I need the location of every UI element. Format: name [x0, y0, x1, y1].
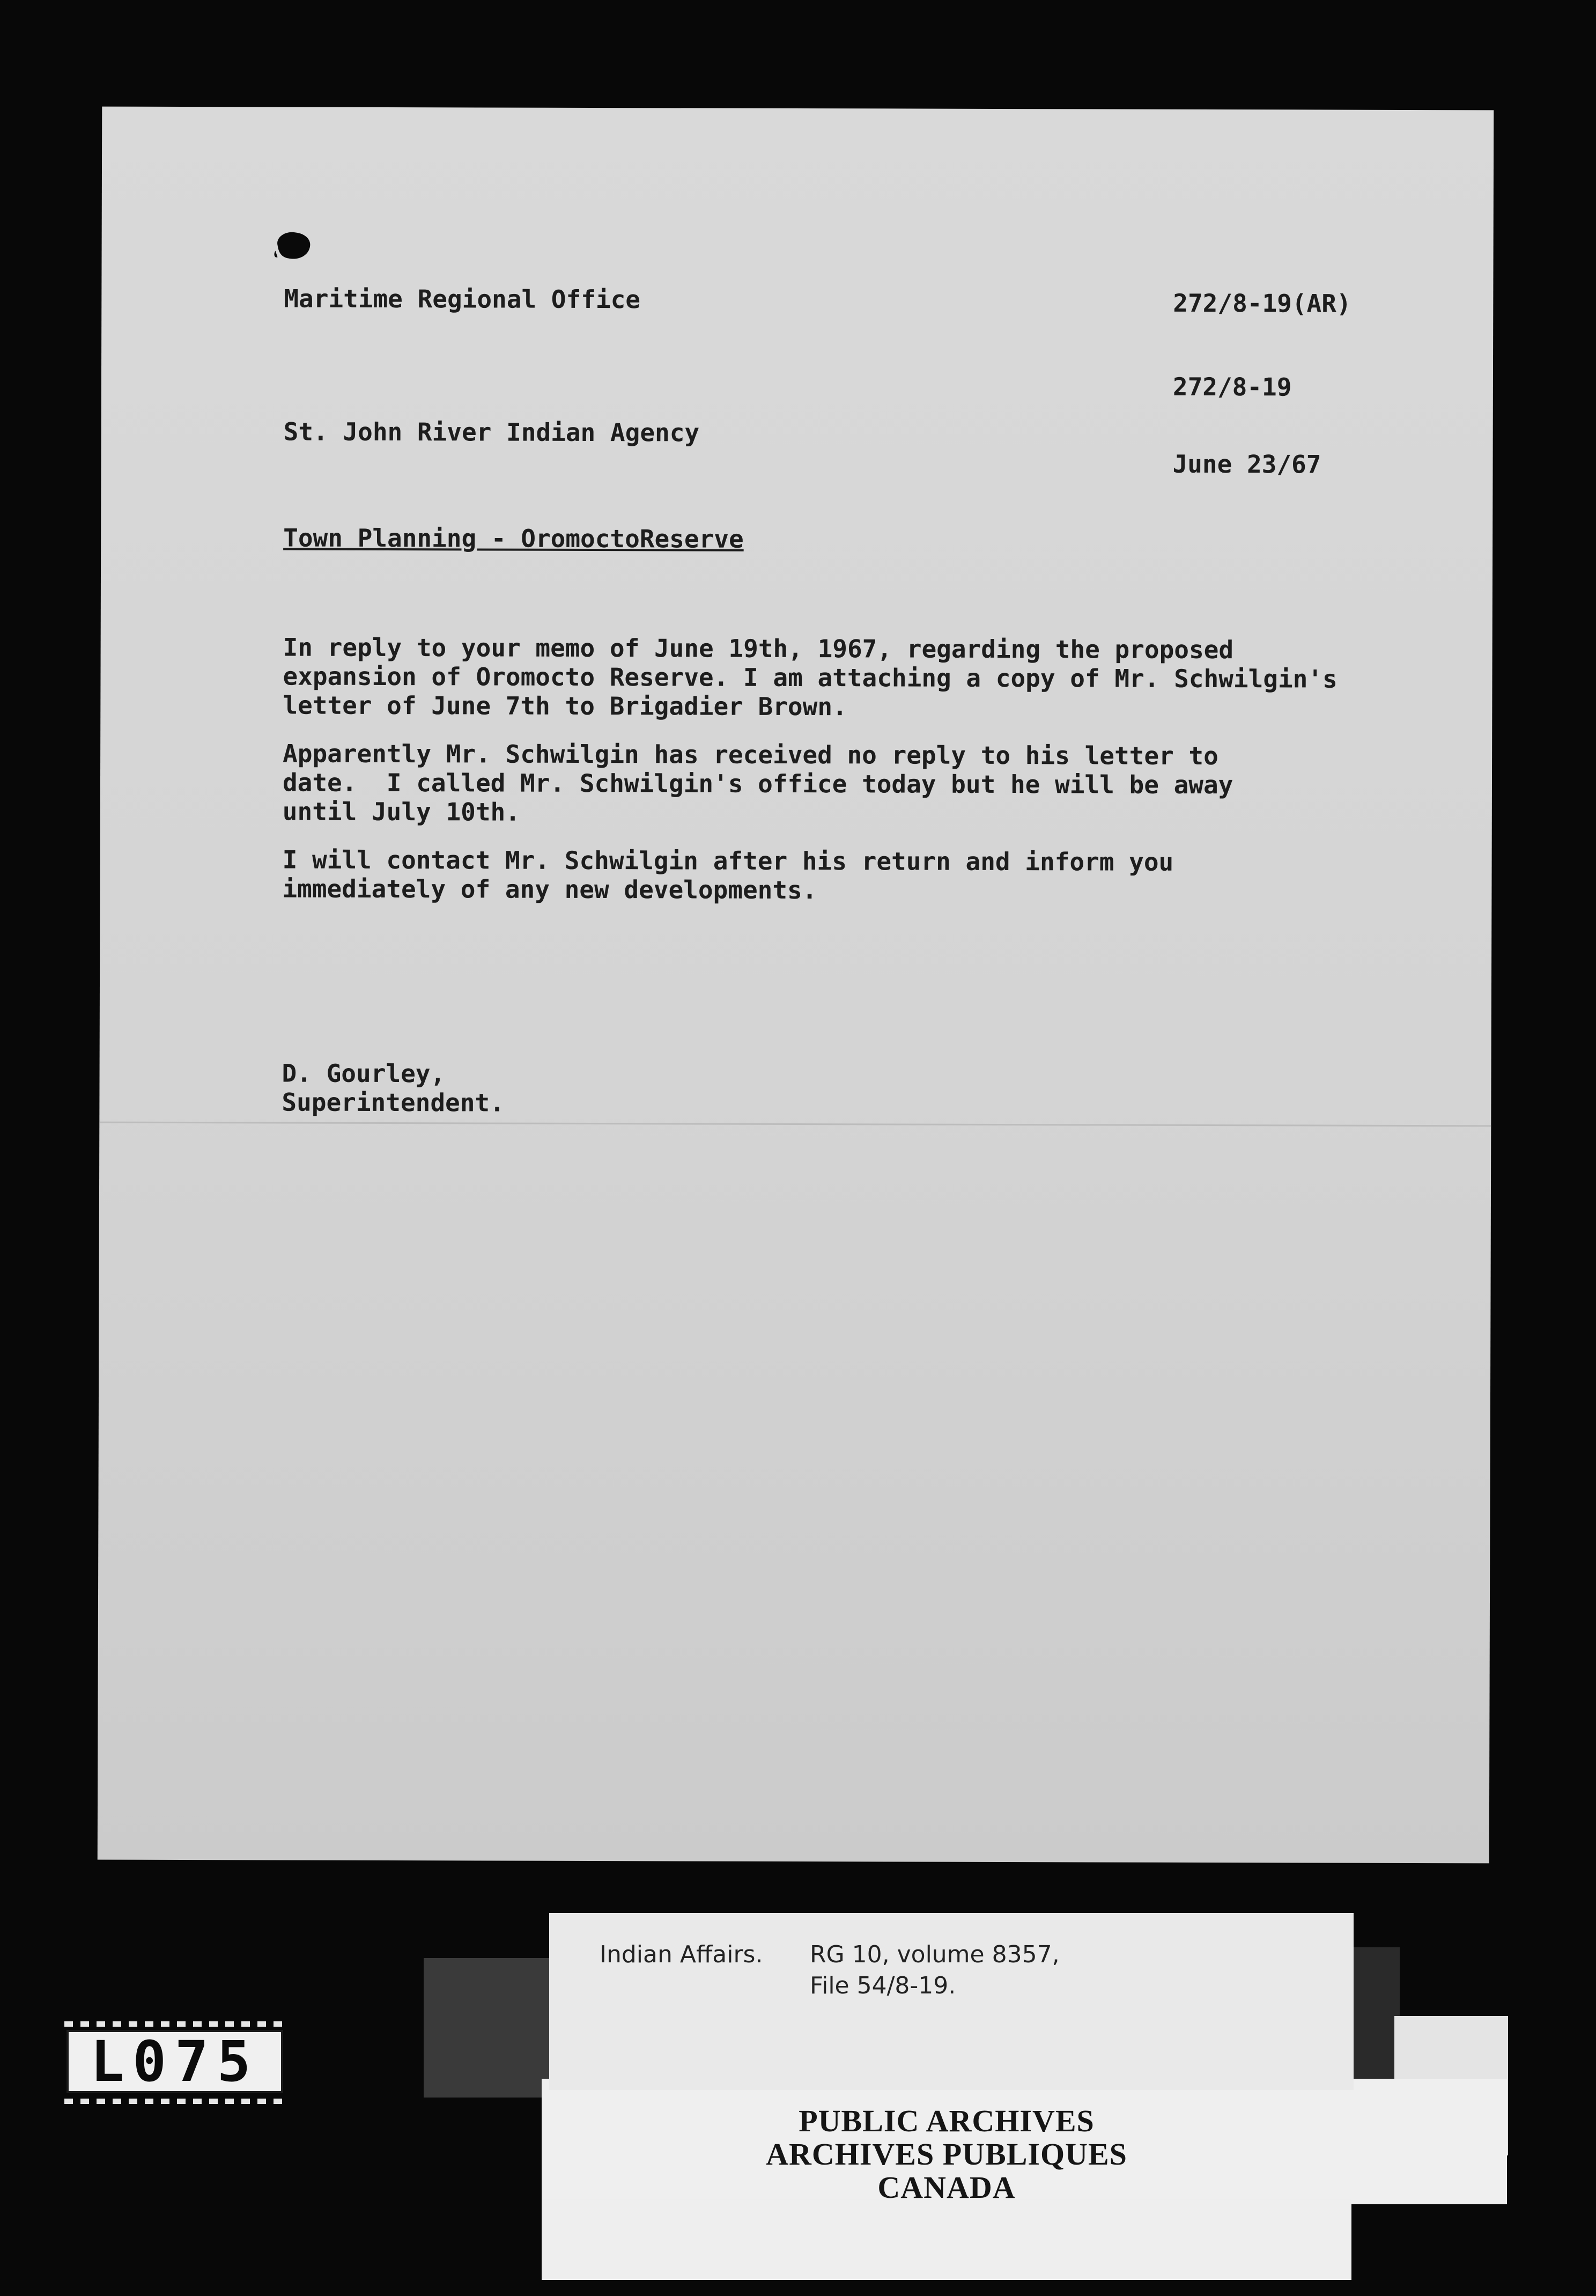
label-shadow-left	[424, 1958, 550, 2098]
typed-memo-page	[98, 107, 1494, 1864]
signature-name: D. Gourley,	[282, 1058, 446, 1088]
sender-agency: St. John River Indian Agency	[283, 417, 700, 447]
frame-counter-digits: L075	[90, 2029, 260, 2094]
collection-name: Indian Affairs.	[600, 1941, 763, 1968]
memo-subject: Town Planning - OromoctoReserve	[283, 523, 744, 554]
archive-stamp-card-lower	[542, 2199, 1351, 2280]
signature-title: Superintendent.	[282, 1087, 505, 1117]
archive-stamp-line-3: CANADA	[877, 2170, 1016, 2205]
paragraph-1-line-2: expansion of Oromocto Reserve. I am attaching a copy of Mr. Schwilgin's	[283, 661, 1338, 694]
label-shadow-right	[1351, 1947, 1400, 2098]
frame-counter	[60, 2021, 285, 2104]
memo-date: June 23/67	[1172, 449, 1321, 479]
file-reference-secondary: 272/8-19	[1172, 372, 1292, 402]
archive-stamp-line-2: ARCHIVES PUBLIQUES	[766, 2137, 1127, 2172]
film-sprocket-holes-top	[64, 2021, 284, 2027]
ink-blot-mark	[272, 229, 313, 262]
film-sprocket-holes-bottom	[64, 2099, 284, 2104]
frame-counter-window	[66, 2030, 283, 2093]
archive-reference-label	[549, 1913, 1354, 2090]
page-fold-line	[99, 1122, 1491, 1127]
archive-stamp-line-1: PUBLIC ARCHIVES	[799, 2103, 1095, 2138]
file-number: File 54/8-19.	[810, 1972, 956, 1999]
paragraph-1-line-1: In reply to your memo of June 19th, 1967, regarding the proposed	[283, 632, 1234, 665]
addressee-office: Maritime Regional Office	[284, 284, 641, 314]
record-group: RG 10, volume 8357,	[810, 1941, 1060, 1968]
paragraph-3-line-2: immediately of any new developments.	[282, 874, 817, 905]
paragraph-2-line-3: until July 10th.	[282, 797, 521, 827]
paragraph-1-line-3: letter of June 7th to Brigadier Brown.	[283, 690, 847, 722]
paragraph-2-line-1: Apparently Mr. Schwilgin has received no reply to his letter to	[283, 739, 1218, 771]
paragraph-3-line-1: I will contact Mr. Schwilgin after his return and inform you	[282, 845, 1174, 877]
file-reference-primary: 272/8-19(AR)	[1173, 288, 1351, 318]
paragraph-2-line-2: date. I called Mr. Schwilgin's office today but he will be away	[282, 768, 1233, 800]
